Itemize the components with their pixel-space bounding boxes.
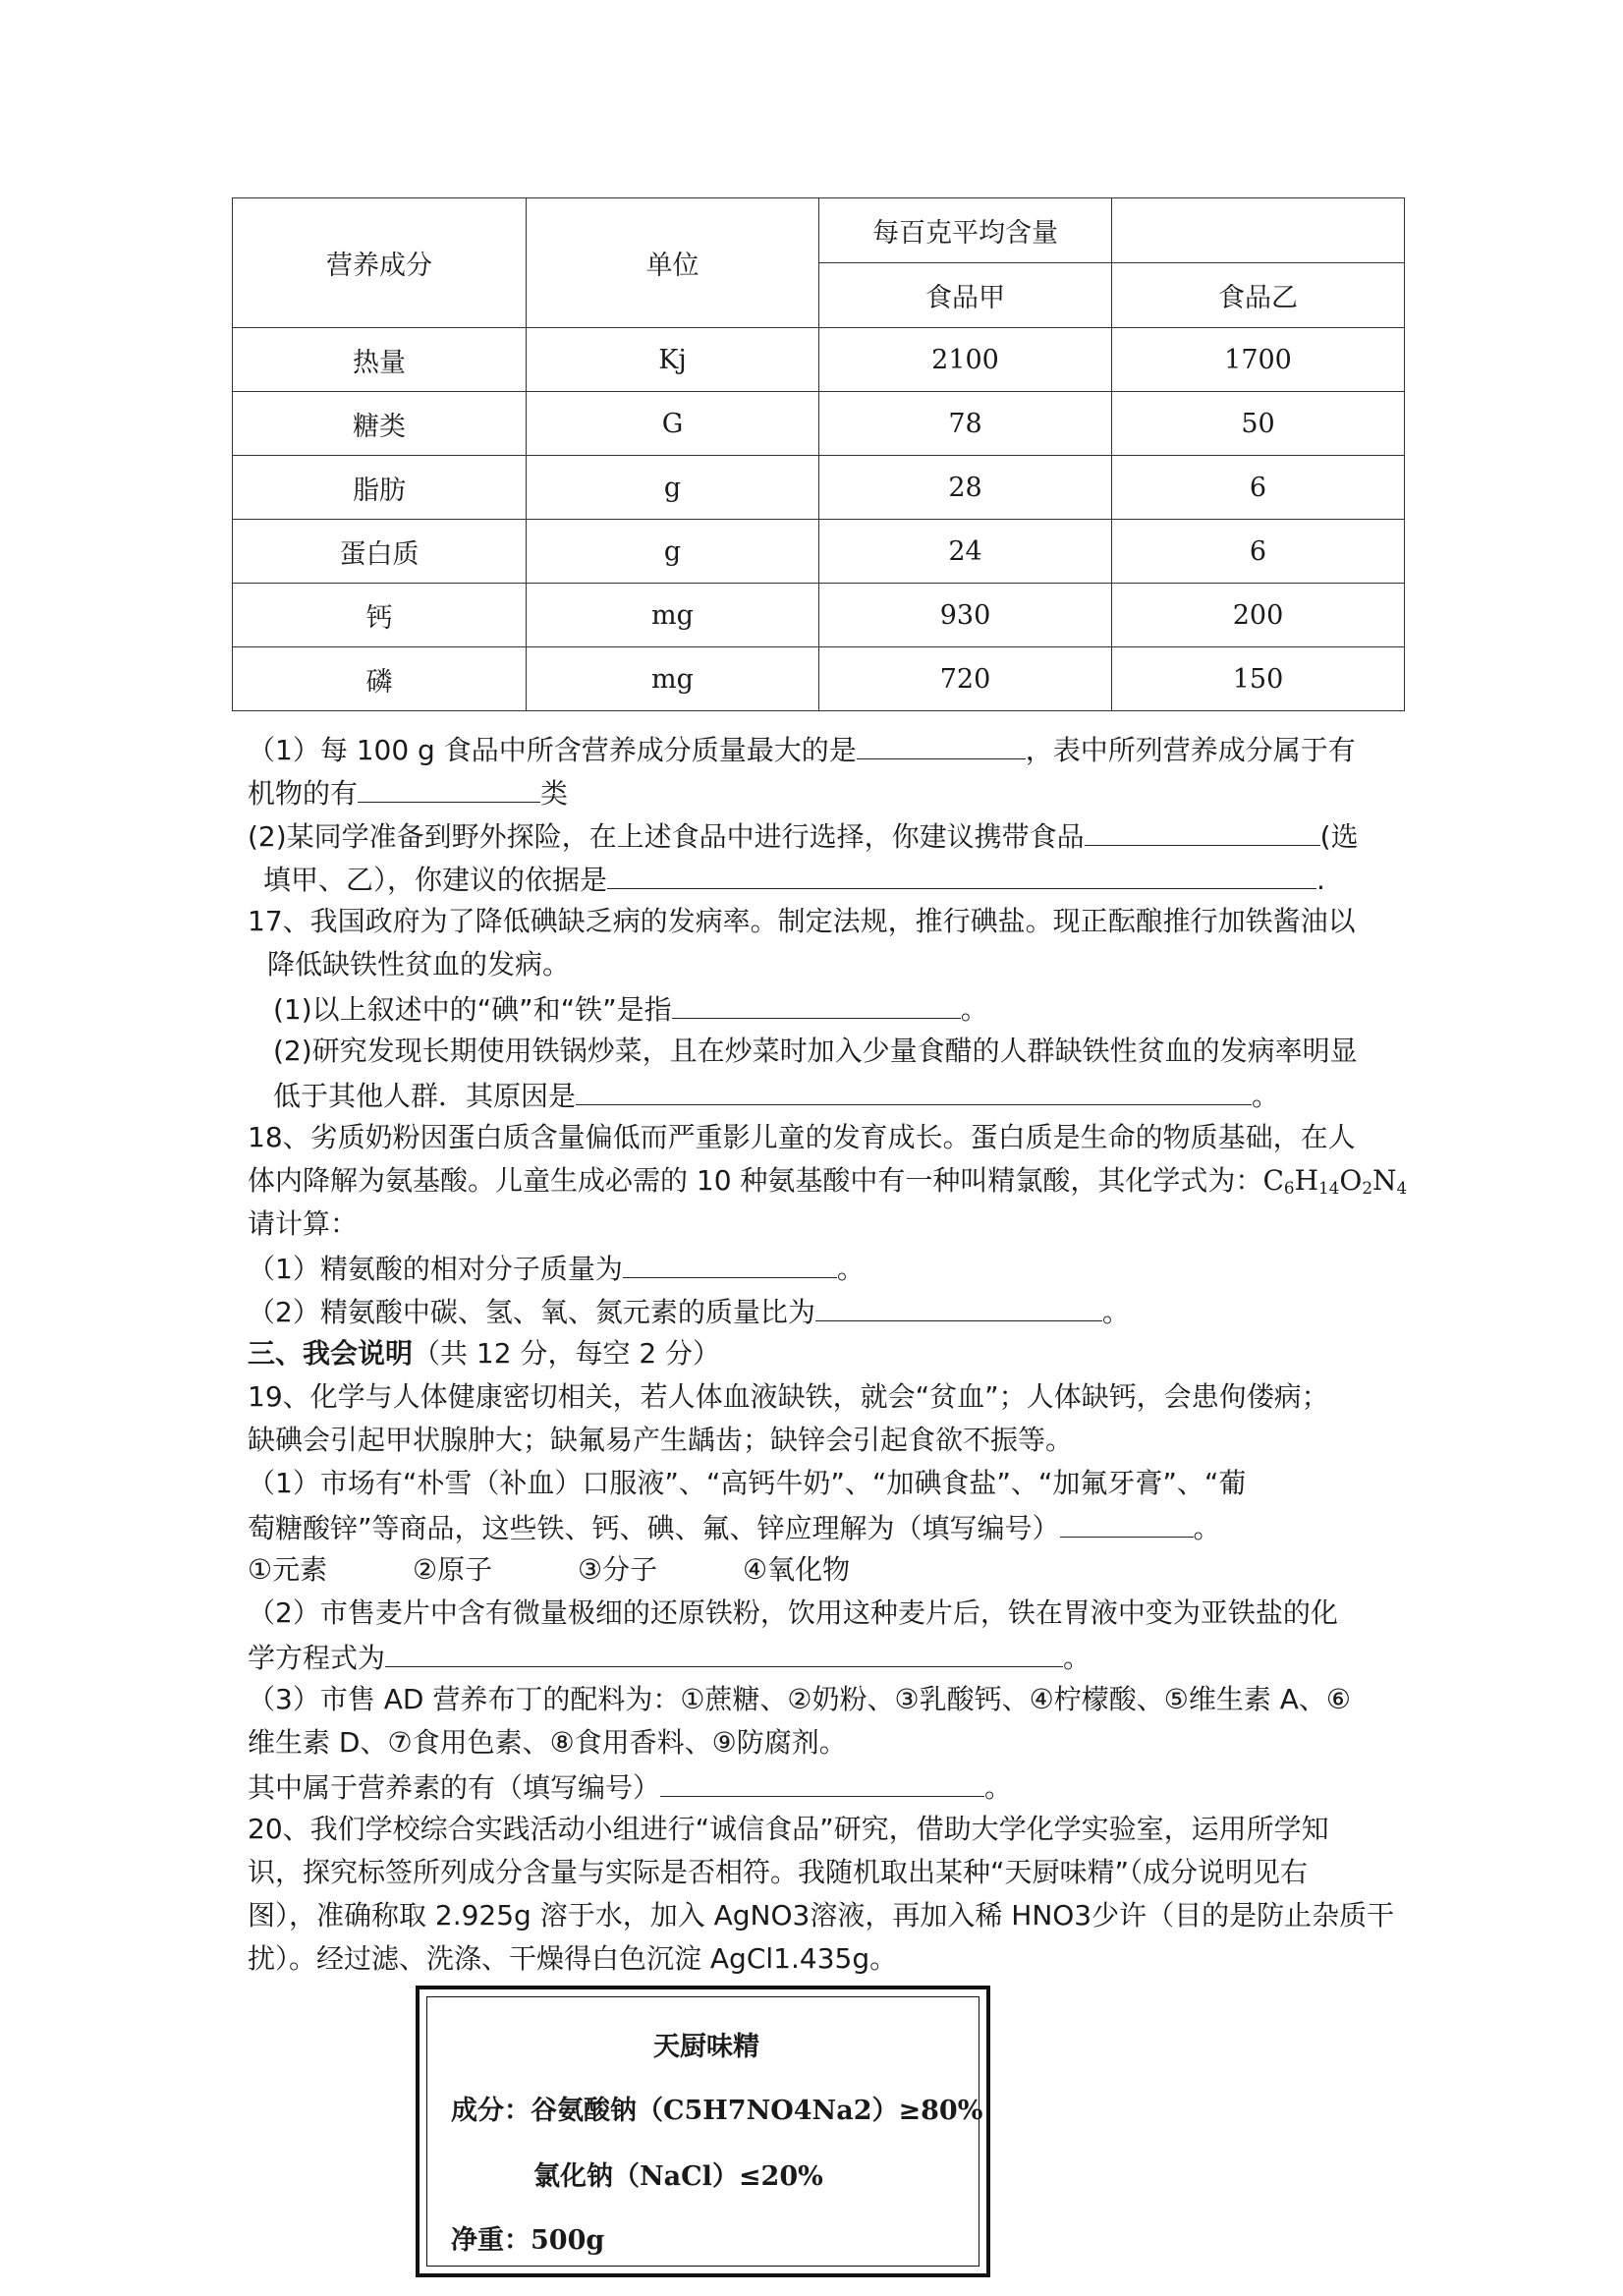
row-name: 热量 <box>233 328 527 392</box>
q17-line1: 17、我国政府为了降低碘缺乏病的发病率。制定法规，推行碘盐。现正酝酿推行加铁酱油以 <box>248 905 1356 937</box>
option-atom: ②原子 <box>413 1553 493 1586</box>
header-component: 营养成分 <box>233 198 527 328</box>
row-food-b: 150 <box>1112 647 1405 711</box>
answer-blank <box>1060 1507 1194 1538</box>
q19-options <box>248 1550 850 1590</box>
product-label-net-weight: 净重：500g <box>451 2225 605 2256</box>
answer-blank <box>1085 815 1320 846</box>
nutrition-table <box>232 197 1405 711</box>
q19-part3-line3: 其中属于营养素的有（填写编号） 。 <box>248 1766 1012 1808</box>
table-row <box>233 584 1405 647</box>
row-food-a: 720 <box>819 647 1112 711</box>
option-oxide: ④氧化物 <box>743 1553 851 1586</box>
q16-part1-line1: （1）每 100 g 食品中所含营养成分质量最大的是 ，表中所列营养成分属于有 <box>248 729 1356 770</box>
q20-line2: 识，探究标签所列成分含量与实际是否相符。我随机取出某种“天厨味精”（成分说明见右 <box>248 1856 1309 1888</box>
row-food-a: 2100 <box>819 328 1112 392</box>
q16-part2-line2: 填甲、乙），你建议的依据是 . <box>263 859 1325 900</box>
q19-part2-line2: 学方程式为 。 <box>248 1637 1091 1678</box>
row-unit: g <box>527 456 819 520</box>
row-unit: G <box>527 392 819 456</box>
answer-blank <box>607 859 1316 889</box>
q20-line3: 图），准确称取 2.925g 溶于水，加入 AgNO3溶液，再加入稀 HNO3少许（目的是防止杂质干 <box>248 1899 1395 1932</box>
q18-part1: （1）精氨酸的相对分子质量为 。 <box>248 1248 865 1289</box>
product-label-title: 天厨味精 <box>653 2032 759 2062</box>
product-label-ingredient-2: 氯化钠（NaCl）≤20% <box>533 2161 823 2192</box>
q19-part1-line1: （1）市场有“朴雪（补血）口服液”、“高钙牛奶”、“加碘食盐”、“加氟牙膏”、“葡 <box>248 1467 1247 1499</box>
header-food-a: 食品甲 <box>819 263 1112 328</box>
q19-part3-line1: （3）市售 AD 营养布丁的配料为：①蔗糖、②奶粉、③乳酸钙、④柠檬酸、⑤维生素 A、⑥ <box>248 1683 1351 1715</box>
answer-blank <box>660 1766 984 1797</box>
q17-part1: (1)以上叙述中的“碘”和“铁”是指 。 <box>273 988 988 1030</box>
table-row <box>233 520 1405 584</box>
product-label-box <box>416 1986 990 2277</box>
row-unit: Kj <box>527 328 819 392</box>
row-food-b: 50 <box>1112 392 1405 456</box>
answer-blank <box>576 1075 1252 1105</box>
q20-line1: 20、我们学校综合实践活动小组进行“诚信食品”研究，借助大学化学实验室，运用所学知 <box>248 1813 1329 1845</box>
row-name: 糖类 <box>233 392 527 456</box>
table-row <box>233 647 1405 711</box>
table-row <box>233 328 1405 392</box>
q18-line1: 18、劣质奶粉因蛋白质含量偏低而严重影儿童的发育成长。蛋白质是生命的物质基础，在人 <box>248 1121 1356 1153</box>
row-name: 蛋白质 <box>233 520 527 584</box>
row-unit: g <box>527 520 819 584</box>
header-empty-cell <box>1112 198 1405 263</box>
q18-line2: 体内降解为氨基酸。儿童生成必需的 10 种氨基酸中有一种叫精氯酸，其化学式为：$C_6H_{14}O_2N_4$ <box>248 1164 1408 1199</box>
row-name: 脂肪 <box>233 456 527 520</box>
answer-blank <box>358 772 540 803</box>
option-molecule: ③分子 <box>578 1553 658 1586</box>
row-food-a: 78 <box>819 392 1112 456</box>
q19-part1-line2: 萄糖酸锌”等商品，这些铁、钙、碘、氟、锌应理解为（填写编号） 。 <box>248 1507 1221 1548</box>
header-food-b: 食品乙 <box>1112 263 1405 328</box>
q17-part2-line1: (2)研究发现长期使用铁锅炒菜，且在炒菜时加入少量食醋的人群缺铁性贫血的发病率明显 <box>273 1035 1358 1067</box>
header-average-content: 每百克平均含量 <box>819 198 1112 263</box>
q19-part3-line2: 维生素 D、⑦食用色素、⑧食用香料、⑨防腐剂。 <box>248 1726 847 1759</box>
row-food-a: 28 <box>819 456 1112 520</box>
table-header-row <box>233 198 1405 263</box>
row-unit: mg <box>527 647 819 711</box>
answer-blank <box>815 1291 1102 1321</box>
row-food-a: 930 <box>819 584 1112 647</box>
q16-part1-line2: 机物的有 类 <box>248 772 568 813</box>
product-label-ingredient-1: 成分：谷氨酸钠（C5H7NO4Na2）≥80% <box>451 2096 983 2126</box>
table-row <box>233 392 1405 456</box>
row-food-b: 200 <box>1112 584 1405 647</box>
q19-line2: 缺碘会引起甲状腺肿大；缺氟易产生龋齿；缺锌会引起食欲不振等。 <box>248 1424 1074 1456</box>
row-name: 钙 <box>233 584 527 647</box>
answer-blank <box>857 729 1026 759</box>
section-3-heading: 三、我会说明（共 12 分，每空 2 分） <box>248 1337 721 1370</box>
q20-line4: 扰）。经过滤、洗涤、干燥得白色沉淀 AgCl1.435g。 <box>248 1942 898 1975</box>
q17-line2: 降低缺铁性贫血的发病。 <box>267 948 571 980</box>
answer-blank <box>672 988 961 1019</box>
header-unit: 单位 <box>527 198 819 328</box>
option-element: ①元素 <box>248 1553 328 1586</box>
arginine-formula: $C_6H_{14}O_2N_4$ <box>1262 1164 1408 1199</box>
row-food-b: 6 <box>1112 456 1405 520</box>
answer-blank <box>385 1637 1063 1667</box>
q17-part2-line2: 低于其他人群．其原因是 。 <box>273 1075 1279 1116</box>
row-food-b: 6 <box>1112 520 1405 584</box>
row-food-b: 1700 <box>1112 328 1405 392</box>
q16-part2-line1: (2)某同学准备到野外探险，在上述食品中进行选择，你建议携带食品 (选 <box>248 815 1359 857</box>
q18-part2: （2）精氨酸中碳、氢、氧、氮元素的质量比为 。 <box>248 1291 1130 1332</box>
q19-line1: 19、化学与人体健康密切相关，若人体血液缺铁，就会“贫血”；人体缺钙，会患佝偻病； <box>248 1380 1329 1413</box>
q18-line3: 请计算： <box>248 1207 359 1240</box>
row-food-a: 24 <box>819 520 1112 584</box>
table-row <box>233 456 1405 520</box>
q19-part2-line1: （2）市售麦片中含有微量极细的还原铁粉，饮用这种麦片后，铁在胃液中变为亚铁盐的化 <box>248 1596 1338 1629</box>
row-name: 磷 <box>233 647 527 711</box>
row-unit: mg <box>527 584 819 647</box>
answer-blank <box>623 1248 837 1278</box>
